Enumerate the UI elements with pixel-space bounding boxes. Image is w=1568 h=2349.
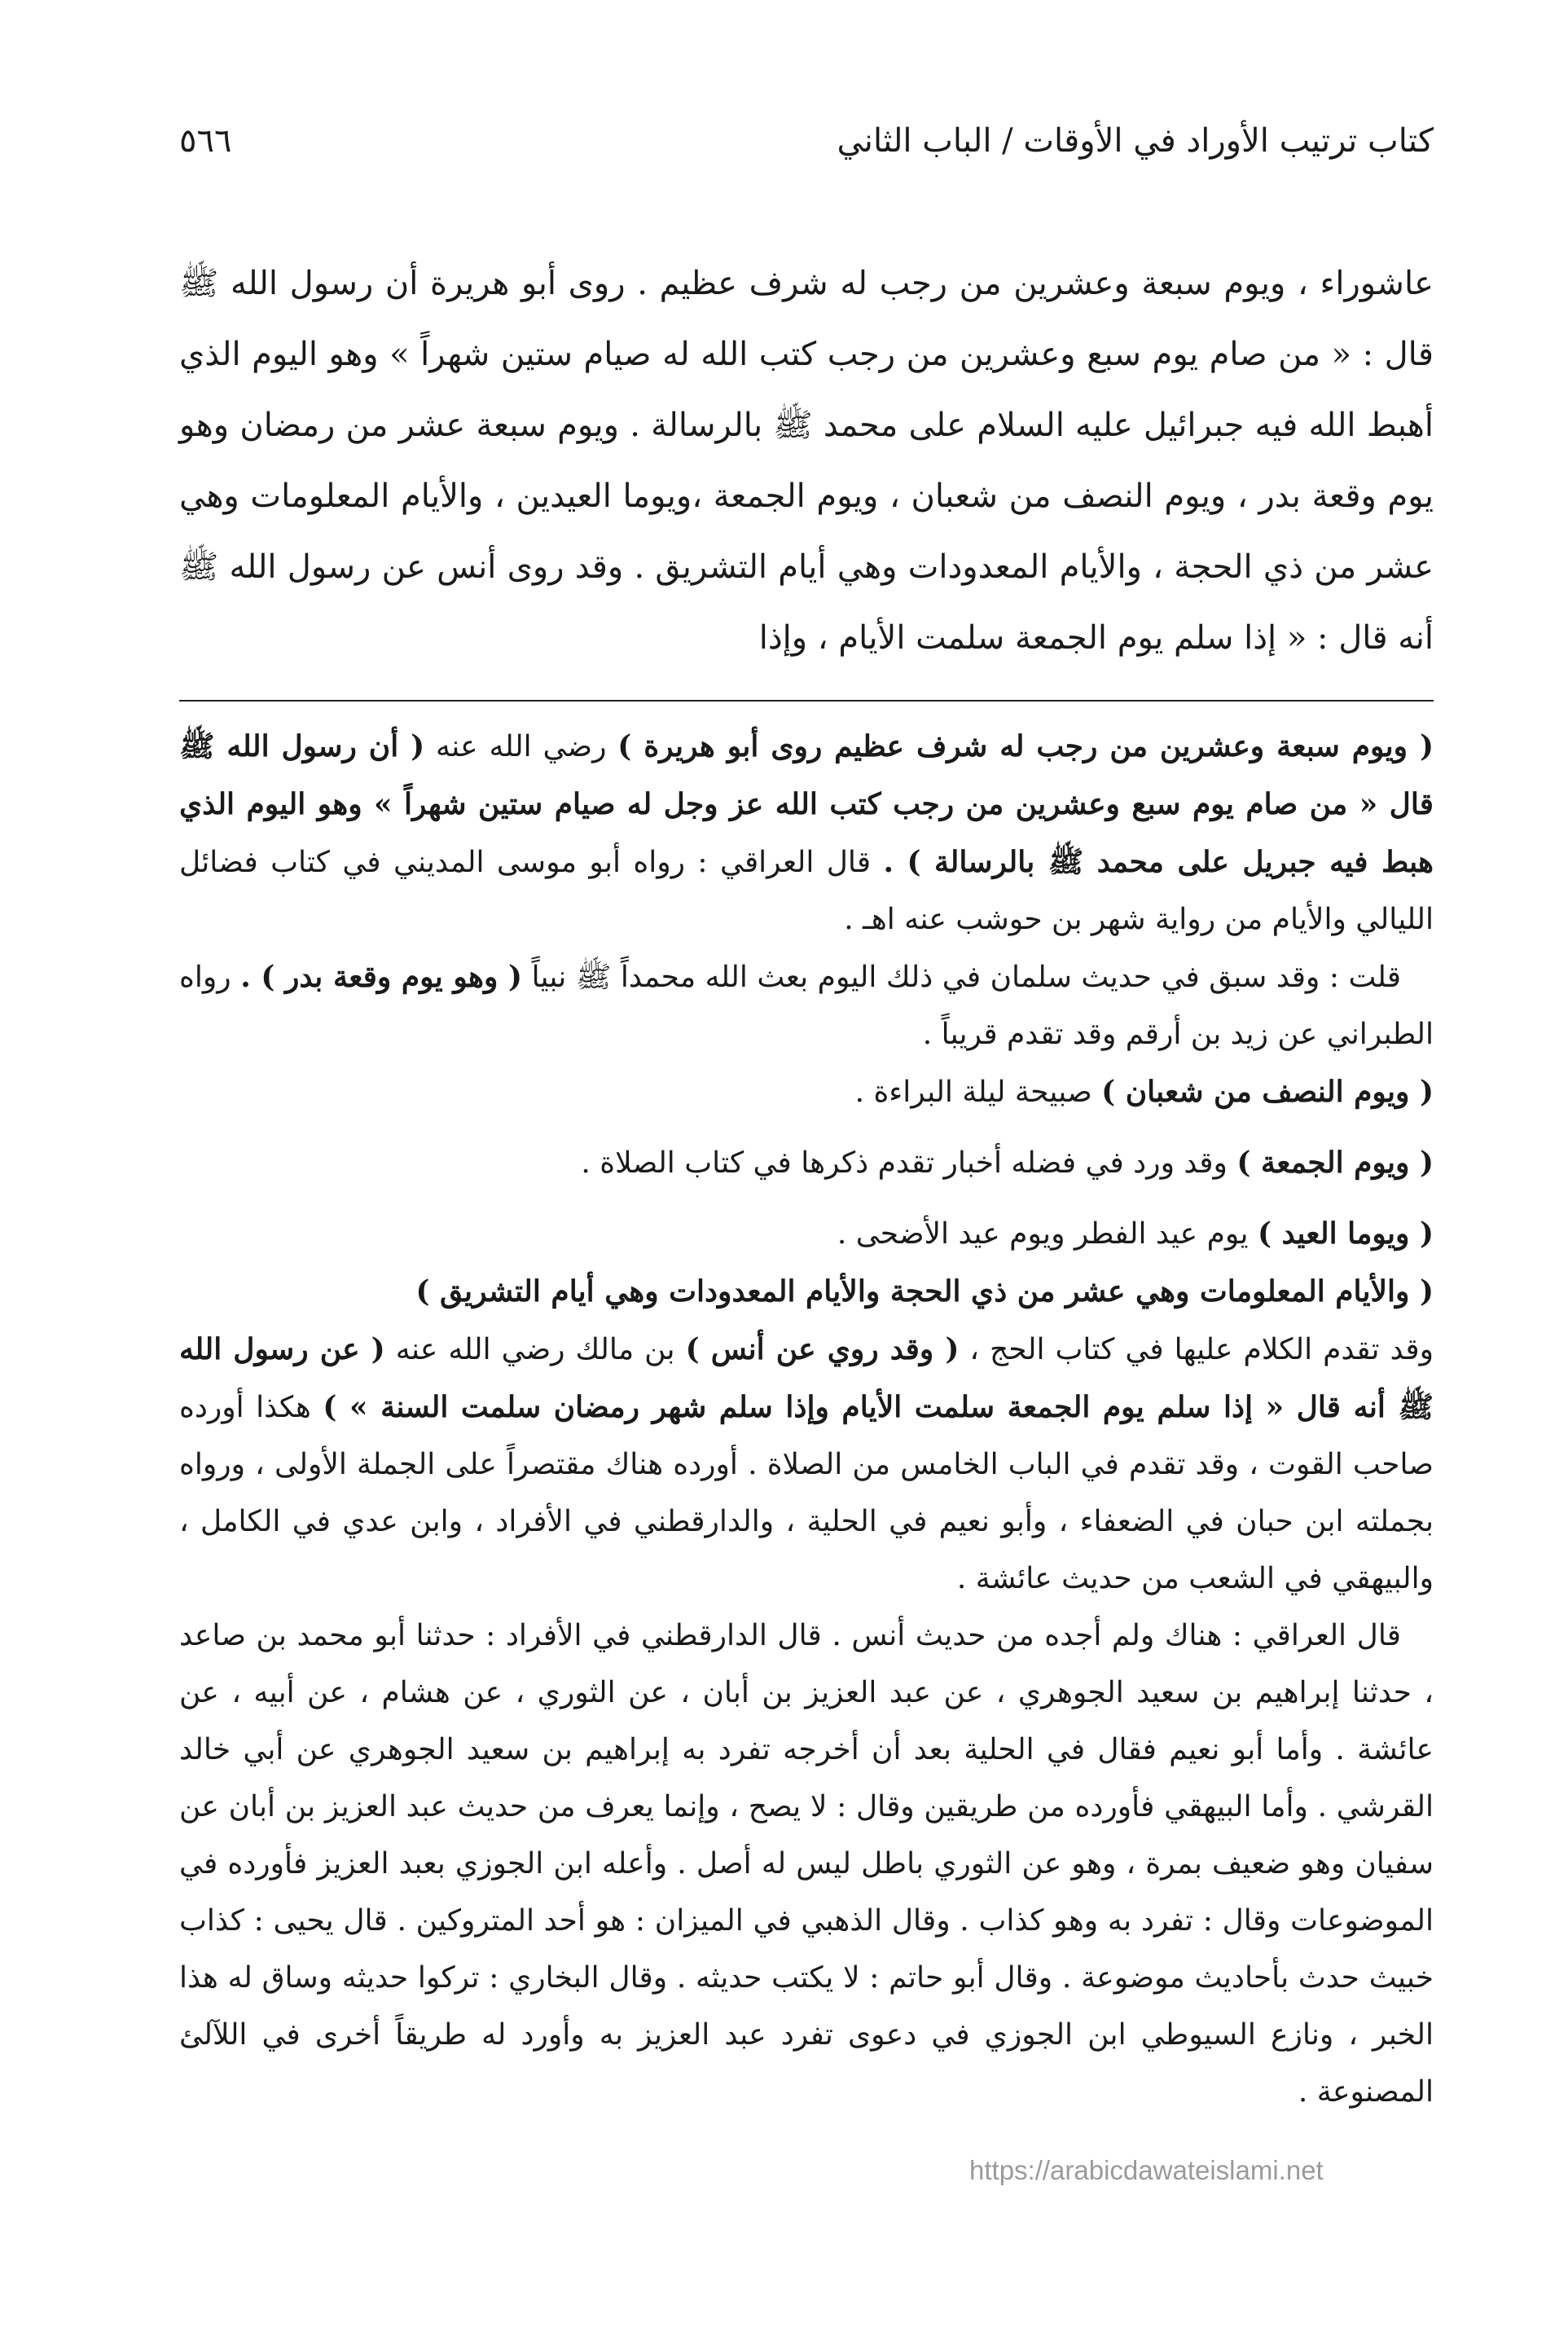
commentary-text: قال العراقي : رواه أبو موسى المديني في كتاب فضائل الليالي والأيام من رواية شهر بن حوشب عنه اهـ . xyxy=(179,846,1434,936)
main-paragraph: عاشوراء ، ويوم سبعة وعشرين من رجب له شرف عظيم . روى أبو هريرة أن رسول الله ﷺ قال : « من صام يوم سبع وعشرين من رجب كتب الله له صيام ستين شهراً » وهو اليوم الذي أهبط الله فيه جبرائيل عليه السلام على محمد ﷺ بالرسالة . ويوم سبعة عشر من رمضان وهو يوم وقعة بدر ، ويوم النصف من شعبان ، ويوم الجمعة ،ويوما العيدين ، والأيام المعلومات وهي عشر من ذي الحجة ، والأيام المعدودات وهي أيام التشريق . وقد روى أنس عن رسول الله ﷺ أنه قال : « إذا سلم يوم الجمعة سلمت الأيام ، وإذا xyxy=(179,265,1434,657)
lemma: ( ويوما العيد ) xyxy=(1257,1216,1434,1251)
running-header xyxy=(179,122,1434,179)
footnote-separator xyxy=(179,700,1434,702)
commentary-paragraph xyxy=(179,1263,1434,1321)
commentary-text: وقد تقدم الكلام عليها في كتاب الحج ، xyxy=(959,1333,1434,1366)
lemma: ( والأيام المعلومات وهي عشر من ذي الحجة والأيام المعدودات وهي أيام التشريق ) xyxy=(415,1274,1434,1309)
main-text xyxy=(179,249,1434,674)
commentary-text: قلت : وقد سبق في حديث سلمان في ذلك اليوم بعث الله محمداً ﷺ نبياً xyxy=(522,961,1402,994)
lemma: ( أن رسول الله ﷺ قال « من صام يوم سبع وعشرين من رجب كتب الله عز وجل له صيام ستين شهراً » وهو اليوم الذي هبط فيه جبريل على محمد ﷺ بالرسالة ) . xyxy=(179,729,1434,879)
commentary-text: قال العراقي : هناك ولم أجده من حديث أنس . قال الدارقطني في الأفراد : حدثنا أبو محمد بن صاعد ، حدثنا إبراهيم بن سعيد الجوهري ، عن عبد العزيز بن أبان ، عن الثوري ، عن هشام ، عن أبيه ، عن عائشة . وأما أبو نعيم فقال في الحلية بعد أن أخرجه تفرد به إبراهيم بن سعيد الجوهري عن أبي خالد القرشي . وأما البيهقي فأورده من طريقين وقال : لا يصح ، وإنما يعرف من حديث عبد العزيز بن أبان عن سفيان وهو ضعيف بمرة ، وهو عن الثوري باطل ليس له أصل . وأعله ابن الجوزي بعبد العزيز فأورده في الموضوعات وقال : تفرد به وهو كذاب . وقال الذهبي في الميزان : هو أحد المتروكين . قال يحيى : كذاب خبيث حدث بأحاديث موضوعة . وقال أبو حاتم : لا يكتب حديثه . وقال البخاري : تركوا حديثه وساق له هذا الخبر ، ونازع السيوطي ابن الجوزي في دعوى تفرد عبد العزيز به وأورد له طريقاً أخرى في اللآلئ المصنوعة . xyxy=(179,1619,1434,2109)
commentary-text: هكذا أورده صاحب القوت ، وقد تقدم في الباب الخامس من الصلاة . أورده هناك مقتصراً على الجملة الأولى ، ورواه بجملته ابن حبان في الضعفاء ، وأبو نعيم في الحلية ، والدارقطني في الأفراد ، وابن عدي في الكامل ، والبيهقي في الشعب من حديث عائشة . xyxy=(179,1391,1434,1595)
commentary-paragraph xyxy=(179,1205,1434,1263)
lemma: ( عن رسول الله ﷺ أنه قال « إذا سلم يوم الجمعة سلمت الأيام وإذا سلم شهر رمضان سلمت السنة » ) xyxy=(179,1332,1434,1424)
commentary-paragraph xyxy=(179,1134,1434,1192)
commentary-text: صبيحة ليلة البراءة . xyxy=(854,1076,1102,1109)
lemma: ( ويوم النصف من شعبان ) xyxy=(1101,1075,1434,1109)
commentary-text: رواه الطبراني عن زيد بن أرقم وقد تقدم قريباً . xyxy=(179,961,1434,1051)
commentary-text: رضي الله عنه xyxy=(424,730,618,763)
commentary-paragraph xyxy=(179,718,1434,948)
commentary-text: يوم عيد الفطر ويوم عيد الأضحى . xyxy=(837,1217,1258,1251)
book-page xyxy=(179,122,1434,2121)
commentary-paragraph xyxy=(179,1608,1434,2121)
lemma: ( ويوم الجمعة ) xyxy=(1236,1146,1434,1180)
commentary-paragraph xyxy=(179,1321,1434,1608)
lemma: ( وهو يوم وقعة بدر ) . xyxy=(240,960,523,994)
running-title: كتاب ترتيب الأوراد في الأوقات / الباب الثاني xyxy=(837,122,1434,160)
commentary xyxy=(179,718,1434,2121)
commentary-paragraph xyxy=(179,948,1434,1063)
page-number: ٥٦٦ xyxy=(179,122,232,160)
lemma: ( وقد روي عن أنس ) xyxy=(685,1332,960,1366)
lemma: ( ويوم سبعة وعشرين من رجب له شرف عظيم روى أبو هريرة ) xyxy=(617,729,1434,763)
watermark-url: https://arabicdawateislami.net xyxy=(969,2155,1324,2185)
commentary-text: وقد ورد في فضله أخبار تقدم ذكرها في كتاب الصلاة . xyxy=(581,1146,1237,1180)
commentary-paragraph xyxy=(179,1063,1434,1121)
commentary-text: بن مالك رضي الله عنه xyxy=(384,1333,686,1366)
